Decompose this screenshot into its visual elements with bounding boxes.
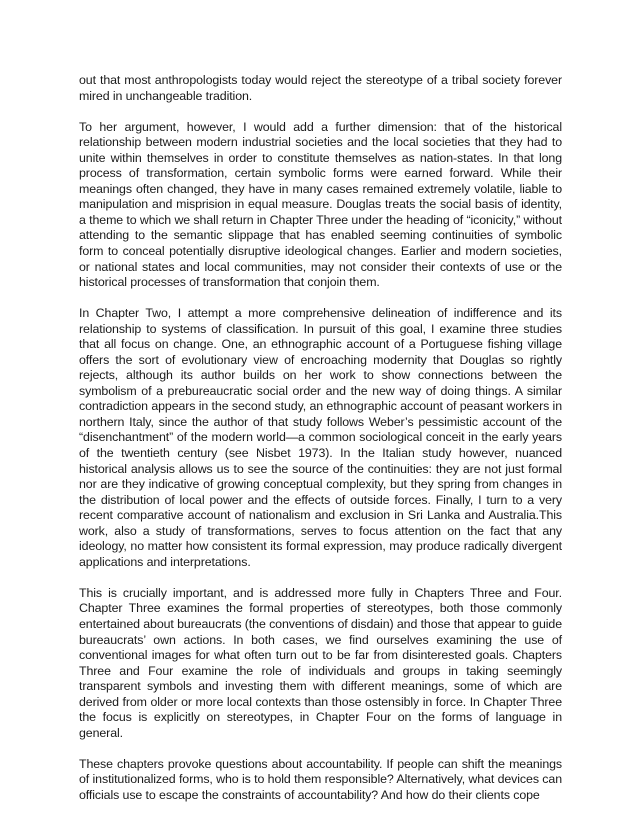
paragraph-2: To her argument, however, I would add a further dimension: that of the historical relationship between modern industrial societies and the local societies that they had to unite within themselves in order to constitute themselves as nation-states. In that long process of transformation, certain symbolic forms were earned forward. While their meanings often changed, they have in many cases remained extremely volatile, liable to manipulation and misprision in equal measure. Douglas treats the social basis of identity, a theme to which we shall return in Chapter Three under the heading of “iconicity,” without attending to the semantic slippage that has enabled seeming continuities of symbolic form to conceal potentially disruptive ideological changes. Earlier and modern societies, or national states and local communities, may not consider their contexts of use or the historical processes of transformation that conjoin them.: [79, 119, 562, 290]
paragraph-4: This is crucially important, and is addressed more fully in Chapters Three and Four. Chapter Three examines the formal properties of stereotypes, both those commonly entertained about bureaucrats (the conventions of disdain) and those that appear to guide bureaucrats’ own actions. In both cases, we find ourselves examining the use of conventional images for what often turn out to be far from disinterested goals. Chapters Three and Four examine the role of individuals and groups in taking seemingly transparent symbols and investing them with different meanings, some of which are derived from older or more local contexts than those ostensibly in force. In Chapter Three the focus is explicitly on stereotypes, in Chapter Four on the forms of language in general.: [79, 585, 562, 740]
paragraph-1: out that most anthropologists today would reject the stereotype of a tribal society forever mired in unchangeable tradition.: [79, 73, 562, 103]
paragraph-3: In Chapter Two, I attempt a more comprehensive delineation of indifference and its relationship to systems of classification. In pursuit of this goal, I examine three studies that all focus on change. One, an ethnographic account of a Portuguese fishing village offers the sort of evolutionary view of encroaching modernity that Douglas so rightly rejects, although its author builds on her work to show connections between the symbolism of a prebureaucratic social order and the new way of doing things. A similar contradiction appears in the second study, an ethnographic account of peasant workers in northern Italy, since the author of that study follows Weber’s pessimistic account of the “disenchantment” of the modern world—a common sociological conceit in the early years of the twentieth century (see Nisbet 1973). In the Italian study however, nuanced historical analysis allows us to see the source of the continuities: they are not just formal nor are they indicative of growing conceptual complexity, but they spring from changes in the distribution of local power and the effects of outside forces. Finally, I turn to a very recent comparative account of nationalism and exclusion in Sri Lanka and Australia.This work, also a study of transformations, serves to focus attention on the fact that any ideology, no matter how consistent its formal expression, may produce radically divergent applications and interpretations.: [79, 306, 562, 569]
document-page: [79, 73, 562, 804]
paragraph-5: These chapters provoke questions about accountability. If people can shift the meanings of institutionalized forms, who is to hold them responsible? Alternatively, what devices can officials use to escape the constraints of accountability? And how do their clients cope: [79, 756, 562, 802]
